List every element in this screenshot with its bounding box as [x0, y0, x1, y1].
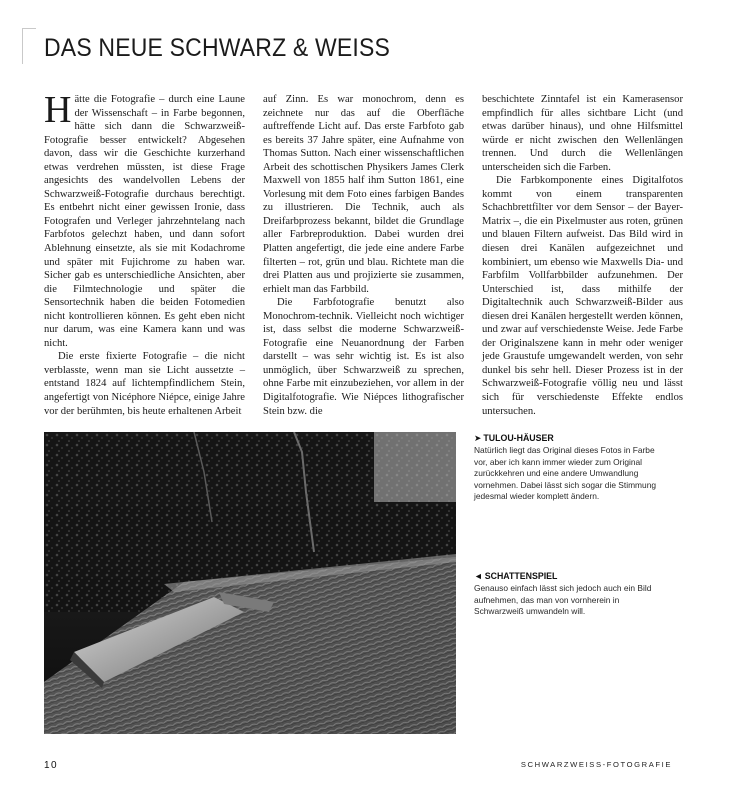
page-title: DAS NEUE SCHWARZ & WEISS [44, 34, 391, 62]
paragraph: Hätte die Fotografie – durch eine Laune der Wissenschaft – in Farbe begonnen, hätte sich dann die Schwarzweiß-Fotografie besser entwickelt? Abgesehen davon, dass wir die Geschichte kurzerhand etwas verdrehen müssten, ist diese Frage angesichts des wandelvollen Lebens der Schwarzweiß-Fotografie durchaus berechtigt. Es entbehrt nicht einer gewissen Ironie, dass Fotografen und Verleger jahrzehntelang nach Farbfotos gelechzt haben, und dann sofort Ablehnung einsetzte, als sie mit Kodachrome und später mit Fujichrome zu haben war. Sicher gab es unterschiedliche Ansichten, aber die Filmtechnologie und später die Sensortechnik haben die beiden Fotomedien nicht kontrollieren können. Es geht eben nicht nur darum, was eine Kamera kann und was nicht. [44, 89, 245, 349]
drop-cap: H [44, 89, 72, 131]
caption-title: ◄ SCHATTENSPIEL [474, 571, 558, 581]
arrow-left-icon: ◄ [474, 571, 483, 581]
caption-text: Natürlich liegt das Original dieses Fotos in Farbe vor, aber ich kann immer wieder zum Original zurückkehren und eine andere Umwandlung vornehmen. Dabei lässt sich sogar die Stimmung jedesmal wieder komplett ändern. [474, 445, 657, 502]
text-column-1 [44, 89, 245, 417]
paragraph: Die Farbfotografie benutzt also Monochrom-technik. Vielleicht noch wichtiger ist, dass selbst die moderne Schwarzweiß-Fotografie eine Neuanordnung der Farben darstellt – was sehr wichtig ist. Es ist also unmöglich, über Schwarzweiß zu sprechen, ohne Farbe mit einzubeziehen, vor allem in der Digitalfotografie. Wie Niépces lithografischer Stein bzw. die [263, 297, 464, 417]
photo-tulou-roof [44, 432, 456, 734]
photo-caption [474, 571, 670, 618]
caption-text: Genauso einfach lässt sich jedoch auch ein Bild aufnehmen, das man von vornherein in Schwarzweiß umwandeln will. [474, 583, 652, 617]
photo-caption [474, 433, 670, 502]
text-column-2 [263, 93, 464, 417]
caption-title: ➤ TULOU-HÄUSER [474, 433, 554, 443]
running-title: SCHWARZWEISS-FOTOGRAFIE [520, 760, 672, 769]
paragraph: beschichtete Zinntafel ist ein Kamerasensor empfindlich für alles sichtbare Licht (und etwas darüber hinaus), und ohne Hilfsmittel würde er nicht zwischen den Wellenlängen trennen. Und durch die Wellenlängen unterscheiden sich die Farben. [482, 94, 683, 173]
paragraph: Die Farbkomponente eines Digitalfotos kommt von einem transparenten Schachbrettfilter vor dem Sensor – der Bayer-Matrix –, die ein Pixelmuster aus roten, grünen und blauen Filtern aufweist. Das Bild wird in diesen drei Kanälen aufgezeichnet und kombiniert, um ebenso wie Maxwells Dia- und Farbfilm Vollfarbbilder aufzunehmen. Der Unterschied ist, dass mithilfe der Digitaltechnik auch Schwarzweiß-Bilder aus diesen drei Kanälen hergestellt werden können, und zwar auf verschiedenste Weise. Jede Farbe der Originalszene kann in mehr oder weniger jede Graustufe umgewandelt werden, von sehr dunkel bis sehr hell. Dieser Prozess ist in der Schwarzweiß-Fotografie völlig neu und lässt sich für verschiedenste Effekte endlos untersuchen. [482, 175, 684, 417]
corner-mark [22, 28, 36, 29]
arrow-right-icon: ➤ [474, 433, 482, 443]
paragraph: auf Zinn. Es war monochrom, denn es zeichnete nur das auf die Oberfläche auftreffende Licht auf. Das erste Farbfoto gab es bereits 37 Jahre später, eine Aufnahme von Thomas Sutton. Nach einer wissenschaftlichen Arbeit des schottischen Physikers James Clerk Maxwell von 1855 half ihm Sutton 1861, eine Vorlesung mit dem Foto eines farbigen Bandes zu illustrieren. Die Technik, auch als Dreifarbprozess bekannt, bildet die Grundlage aller Farbreproduktion. Dabei wurden drei Platten angefertigt, die jede eine andere Farbe filterten – rot, grün und blau. Richtete man die drei Platten aus und projizierte sie zusammen, erhielt man das Farbbild. [263, 94, 464, 295]
body-text [44, 89, 684, 417]
paragraph: Die erste fixierte Fotografie – die nicht verblasste, wenn man sie Licht aussetzte – entstand 1824 auf lichtempfindlichem Stein, angefertigt von Nicéphore Niépce, einige Jahre vor der berühmten, bis heute erhaltenen Arbeit [44, 351, 245, 417]
text-column-3 [482, 93, 684, 417]
page-number: 10 [44, 760, 59, 771]
corner-mark [22, 28, 23, 64]
